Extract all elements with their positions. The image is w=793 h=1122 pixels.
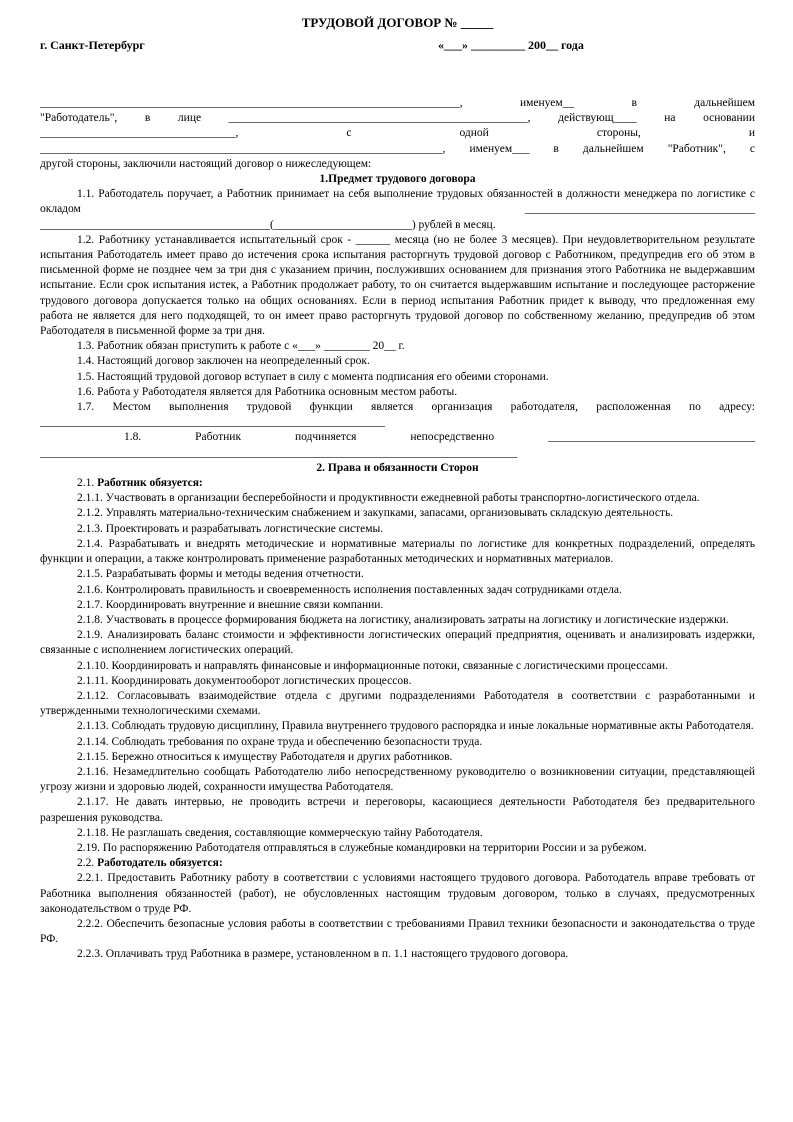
- clause-1-1: 1.1. Работодатель поручает, а Работник принимает на себя выполнение трудовых обязанностей в должности менеджера по логистике с окладом ________________________________________: [40, 188, 755, 216]
- clause-item: 2.2.3. Оплачивать труд Работника в размере, установленном в п. 1.1 настоящего трудового договора.: [77, 948, 569, 961]
- clause-1-5: 1.5. Настоящий трудовой договор вступает в силу с момента подписания его обеими сторонами.: [77, 370, 549, 383]
- section-1-heading: 1.Предмет трудового договора: [319, 173, 476, 186]
- preamble-line: ______________________________________________________________________, именуем___ в дальнейшем "Работник", с: [40, 142, 755, 155]
- clause-item: 2.1.17. Не давать интервью, не проводить встречи и переговоры, касающиеся деятельности Работодателя без предварительного разрешения руководства.: [40, 796, 755, 824]
- city-label: г. Санкт-Петербург: [40, 38, 145, 52]
- clause-item: 2.1.3. Проектировать и разрабатывать логистические системы.: [77, 522, 384, 535]
- clause-item: 2.1.18. Не разглашать сведения, составляющие коммерческую тайну Работодателя.: [77, 826, 483, 839]
- clause-2-1-number: 2.1.: [77, 477, 98, 490]
- clause-item: 2.1.9. Анализировать баланс стоимости и эффективности логистических операций предприятия, оценивать и анализировать издержки, связанные с исполнением логистических операций.: [40, 629, 755, 657]
- clause-2-2-number: 2.2.: [77, 857, 98, 870]
- clause-item: 2.1.12. Согласовывать взаимодействие отдела с другими подразделениями Работодателя в соответствии с разработанными и утвержденными технологическими схемами.: [40, 689, 755, 718]
- clause-item: 2.1.1. Участвовать в организации бесперебойности и продуктивности ежедневной работы транспортно-логистического отдела.: [77, 492, 700, 505]
- clause-2-1-title: Работник обязуется:: [97, 477, 203, 490]
- spacer: [40, 60, 755, 96]
- clause-item: 2.1.2. Управлять материально-техническим снабжением и закупками, запасами, организовывать складскую деятельность.: [77, 507, 674, 520]
- clause-1-2: 1.2. Работнику устанавливается испытательный срок - ______ месяца (но не более 3 месяцев). При неудовлетворительном результате испытания Работодатель имеет право до истечения срока испытания расторгнуть трудовой договор с Работником, предупредив его об этом в письменной форме не позднее чем за три дня с указанием причин, послуживших основанием для признания этого Работника не выдержавшим испытание. Если срок испытания истек, а Работник продолжает работу, то он считается выдержавшим испытание и последующее расторжение трудового договора допускается только на общих основаниях. Если в период испытания Работник придет к выводу, что предложенная ему работа не является для него подходящей, то он имеет право расторгнуть трудовой договор по собственному желанию, предупредив об этом Работодателя в письменной форме за три дня.: [40, 233, 755, 338]
- clause-1-4: 1.4. Настоящий договор заключен на неопределенный срок.: [77, 355, 370, 368]
- preamble-line: другой стороны, заключили настоящий договор о нижеследующем:: [40, 157, 372, 170]
- clause-1-7: 1.7. Местом выполнения трудовой функции является организация работодателя, расположенная по адресу:: [77, 401, 755, 414]
- preamble-line: "Работодатель", в лице ____________________________________________________, действующ____ на основании: [40, 112, 755, 125]
- clause-1-3: 1.3. Работник обязан приступить к работе с «___» ________ 20__ г.: [77, 340, 405, 353]
- clause-item: 2.1.16. Незамедлительно сообщать Работодателю либо непосредственному руководителю о возникновении ситуации, представляющей угрозу жизни и здоровью людей, сохранности имущества Работодателя.: [40, 765, 755, 794]
- document-title: ТРУДОВОЙ ДОГОВОР № _____: [301, 15, 494, 30]
- clause-item: 2.1.4. Разрабатывать и внедрять методические и нормативные материалы по логистике для конкретных подразделений, определять функции и операции, а также контролировать применение разработанных методических и нормативных материалов.: [40, 537, 755, 566]
- employer-obligations-list: [40, 871, 755, 962]
- clause-item: 2.1.7. Координировать внутренние и внешние связи компании.: [77, 598, 384, 611]
- section-2-heading: 2. Права и обязанности Сторон: [316, 461, 479, 474]
- clause-item: 2.1.14. Соблюдать требования по охране труда и обеспечению безопасности труда.: [77, 735, 483, 748]
- clause-1-8: 1.8. Работник подчиняется непосредственно ____________________________________: [124, 431, 755, 444]
- header-row: [40, 38, 755, 60]
- clause-1-6: 1.6. Работа у Работодателя является для Работника основным местом работы.: [77, 385, 458, 398]
- clause-item: 2.1.10. Координировать и направлять финансовые и информационные потоки, связанные с логистическими процессами.: [77, 659, 668, 672]
- clause-2-1-heading: [40, 476, 755, 491]
- clause-2-2-heading: [40, 856, 755, 871]
- clause-item: 2.1.13. Соблюдать трудовую дисциплину, Правила внутреннего трудового распорядка и иные локальные нормативные акты Работодателя.: [77, 720, 754, 733]
- clause-2-2-title: Работодатель обязуется:: [97, 857, 223, 870]
- clause-1-7-address-line: ____________________________________________________________: [40, 416, 385, 429]
- clause-item: 2.1.8. Участвовать в процессе формирования бюджета на логистику, анализировать затраты на логистику и логистические издержки.: [77, 613, 729, 626]
- clause-item: 2.19. По распоряжению Работодателя отправляться в служебные командировки на территории России и за рубежом.: [77, 841, 647, 854]
- clause-item: 2.1.15. Бережно относиться к имуществу Работодателя и других работников.: [77, 750, 453, 763]
- preamble-line: __________________________________, с одной стороны, и: [40, 127, 755, 140]
- clause-item: 2.1.5. Разрабатывать формы и методы ведения отчетности.: [77, 568, 364, 581]
- preamble-line: _________________________________________________________________________, именуем__ в дальнейшем: [40, 97, 755, 109]
- date-field: «___» _________ 200__ года: [438, 38, 584, 52]
- clause-item: 2.1.6. Контролировать правильность и своевременность исполнения поставленных задач сотрудниками отдела.: [77, 583, 622, 596]
- clause-item: 2.2.1. Предоставить Работнику работу в соответствии с условиями настоящего трудового договора. Работодатель вправе требовать от Работника выполнения обязанностей (работ), не обусловленных настоящим трудовым договором, только в случаях, предусмотренных законодательством о труде РФ.: [40, 872, 755, 915]
- clause-1-1-continuation: ________________________________________(________________________) рублей в месяц.: [40, 218, 496, 231]
- clause-item: 2.2.2. Обеспечить безопасные условия работы в соответствии с требованиями Правил техники безопасности и законодательства о труде РФ.: [40, 917, 755, 946]
- clause-item: 2.1.11. Координировать документооборот логистических процессов.: [77, 674, 412, 687]
- clause-1-8-line: ___________________________________________________________________________________: [40, 446, 518, 459]
- employee-obligations-list: [40, 491, 755, 856]
